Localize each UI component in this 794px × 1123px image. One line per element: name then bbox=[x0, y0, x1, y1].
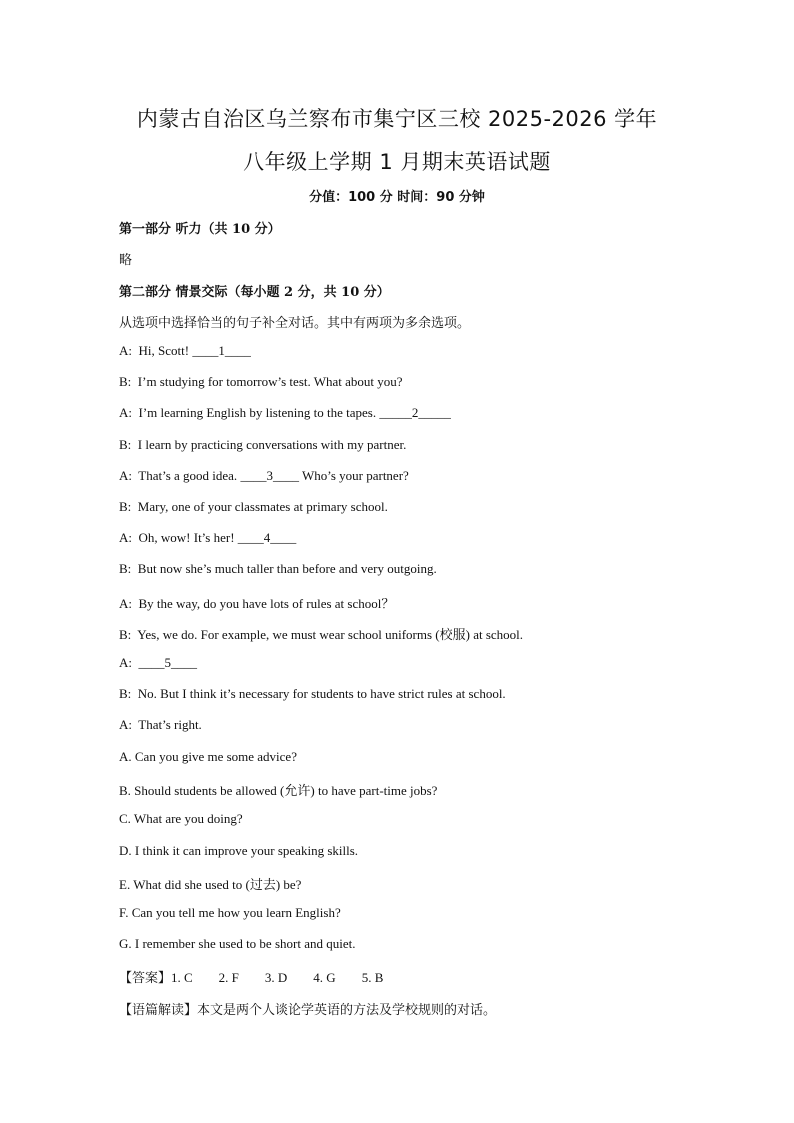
dialogue-line bbox=[119, 624, 523, 643]
dialogue-line bbox=[119, 343, 251, 359]
dialogue-text: A: That’s a good idea. bbox=[119, 468, 241, 483]
analysis-label: 【语篇解读】 bbox=[119, 1003, 198, 1018]
dialogue-line bbox=[119, 374, 403, 390]
part1-note: 略 bbox=[119, 253, 133, 268]
analysis-line bbox=[119, 999, 496, 1018]
answer-label: 【答案】 bbox=[119, 971, 172, 986]
dialogue-line bbox=[119, 405, 451, 421]
score-time-info: 分值：100 分 时间：90 分钟 bbox=[309, 190, 485, 205]
dialogue-line bbox=[119, 468, 409, 484]
dialogue-text: B: Yes, we do. For example, we must wear school uniforms (校服) at school. bbox=[119, 627, 524, 642]
document-title-line2: 八年级上学期 1 月期末英语试题 bbox=[243, 150, 551, 174]
option-item: E. What did she used to (过去) be? bbox=[119, 877, 302, 892]
dialogue-text: A: bbox=[119, 655, 139, 670]
dialogue-line bbox=[119, 717, 202, 733]
dialogue-text: B: No. But I think it’s necessary for students to have strict rules at school. bbox=[119, 686, 506, 701]
analysis-text: 本文是两个人谈论学英语的方法及学校规则的对话。 bbox=[197, 1003, 497, 1018]
dialogue-text: B: I learn by practicing conversations with my partner. bbox=[119, 437, 407, 452]
part2-instruction: 从选项中选择恰当的句子补全对话。其中有两项为多余选项。 bbox=[119, 316, 471, 331]
option-item: B. Should students be allowed (允许) to have part-time jobs? bbox=[119, 783, 438, 798]
answer-line bbox=[119, 967, 383, 986]
answer-blank: ____5____ bbox=[138, 655, 197, 670]
dialogue-text: B: But now she’s much taller than before and very outgoing. bbox=[119, 561, 437, 576]
dialogue-line bbox=[119, 686, 506, 702]
dialogue-line bbox=[119, 499, 388, 515]
dialogue-line bbox=[119, 561, 437, 577]
answer-blank: ____1____ bbox=[192, 343, 251, 358]
answer-blank: ____4____ bbox=[237, 530, 297, 545]
dialogue-line bbox=[119, 530, 296, 546]
dialogue-text: A: By the way, do you have lots of rules at school？ bbox=[119, 596, 395, 611]
dialogue-text-after: Who’s your partner? bbox=[298, 468, 409, 483]
part2-heading: 第二部分 情景交际（每小题 2 分，共 10 分） bbox=[119, 285, 390, 300]
option-item: G. I remember she used to be short and quiet. bbox=[119, 936, 356, 951]
dialogue-line bbox=[119, 593, 394, 612]
dialogue-text: A: I’m learning English by listening to the tapes. bbox=[119, 405, 380, 420]
dialogue-line bbox=[119, 437, 406, 453]
option-item: A. Can you give me some advice? bbox=[119, 749, 297, 764]
option-item: F. Can you tell me how you learn English? bbox=[119, 905, 341, 920]
dialogue-line bbox=[119, 655, 197, 671]
answer-text: 1. C 2. F 3. D 4. G 5. B bbox=[171, 970, 384, 985]
option-item: D. I think it can improve your speaking skills. bbox=[119, 843, 359, 858]
part1-heading: 第一部分 听力（共 10 分） bbox=[119, 222, 281, 237]
dialogue-text: A: Hi, Scott! bbox=[119, 343, 193, 358]
dialogue-text: B: Mary, one of your classmates at primary school. bbox=[119, 499, 388, 514]
option-item: C. What are you doing? bbox=[119, 811, 243, 826]
document-title-line1: 内蒙古自治区乌兰察布市集宁区三校 2025-2026 学年 bbox=[136, 107, 658, 131]
answer-blank: ____3____ bbox=[240, 468, 299, 483]
dialogue-text: A: That’s right. bbox=[119, 717, 202, 732]
answer-blank: _____2_____ bbox=[379, 405, 451, 420]
dialogue-text: B: I’m studying for tomorrow’s test. What about you? bbox=[119, 374, 403, 389]
dialogue-text: A: Oh, wow! It’s her! bbox=[119, 530, 238, 545]
